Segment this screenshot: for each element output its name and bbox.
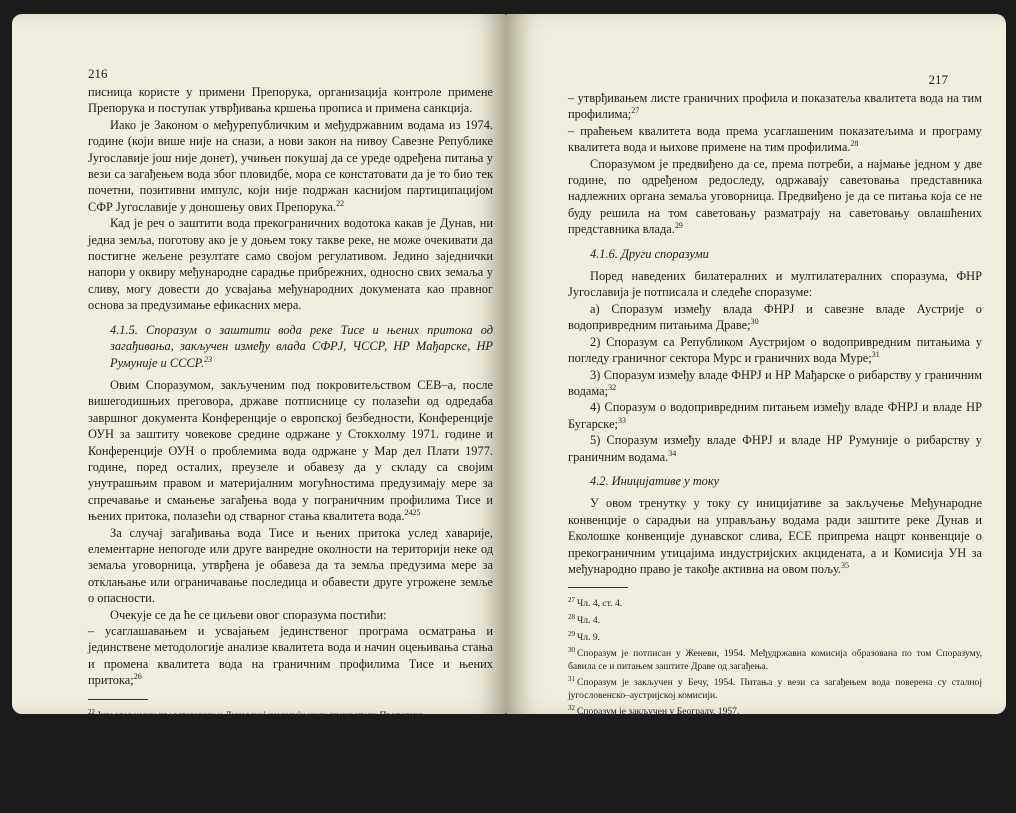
footnote-ref[interactable]: 26 — [133, 672, 142, 682]
section-heading: 4.1.5. Споразум о заштити вода реке Тисе и њених притока од загађивања, закључен између влада СФРЈ, ЧССР, НР Мађарске, НР Румуније и СССР.$^{23}$ — [110, 322, 493, 370]
page-body — [88, 84, 493, 813]
footnote-ref[interactable]: 29 — [674, 221, 683, 231]
list-item: 3) Споразум између владе ФНРЈ и НР Мађарске о рибарству у граничним водама;$^{32}$ — [568, 367, 982, 398]
paragraph: – усаглашавањем и усвајањем јединственог програма осматрања и јединствене методологије анализе квалитета вода и начин оцењивања стања и промена квалитета вода на граничним профилима Тисе и њених притока;$^{26}$ — [88, 624, 493, 688]
footnote-ref[interactable]: 22 — [336, 198, 345, 208]
footnotes — [568, 594, 982, 793]
footnote: $^{22}$ Југословенски представници у Дунавској комисији нису прихватили Препоруке. — [88, 707, 426, 721]
footnote: $^{30}$ Споразум је потписан у Женеви, 1954. Међудржавна комисија образована по том Споразуму, бавила се и питањем заштите Драве од загађења. — [568, 646, 982, 672]
footnote-ref[interactable]: 25 — [412, 508, 421, 518]
paragraph: Овим Споразумом, закљученим под покровитељством СЕВ–а, после вишегодишњих преговора, државе потписнице су полазећи од одредаба завршног документа Конференције о европској безбедности, Конференције ОУН за заштиту човекове средине одржане у Стокхолму 1971. године и Конференције ОУН о проблемима вода одржане у Мар дел Плати 1977. године, поред осталих, преузеле и обавезу да у складу са својим унутрашњим правом и материјалним могућностима предузимају мере за спречавање и смањење загађења вода у пограничним профилима Тисе и њених притока, полазећи од стварног стања квалитета вода.$^{2425}$ — [88, 377, 493, 524]
footnote-ref[interactable]: 30 — [750, 317, 759, 327]
section-heading: 4.2. Иницијативе у току — [590, 473, 720, 488]
paragraph: Споразумом је предвиђено да се, према потреби, а најмање једном у две године, по одређеном редоследу, одржавају саветовања представника надлежних органа земаља уговорница. Предвиђено је да се питања која се не буду решила на том саветовању разматрају на саветовању овлашћених представника влада.$^{29}$ — [568, 156, 982, 237]
footnote: $^{24}$ Чл. 2. ст.1. — [88, 765, 140, 779]
footnote-ref[interactable]: 24 — [404, 508, 413, 518]
list-item: а) Споразум између влада ФНРЈ и савезне владе Аустрије о водопривредним питањима Драве;$^{30}$ — [568, 301, 982, 333]
footnote: $^{23}$ Споразум је потписан у Сегедину, 28. маја 1986. Споразум је ратификован од стране СФРЈ после нешто више од три године од потписивања, али његова примена још увек није операционализована. — [88, 724, 493, 763]
footnote-ref[interactable]: 28 — [850, 139, 859, 149]
footnote: $^{27}$ Чл. 4, ст. 4. — [568, 596, 623, 610]
footnote: $^{34}$ Споразум је закључен у Темишвару 1961. — [568, 737, 748, 751]
list-item: 4) Споразум о водопривредним питањем између владе ФНРЈ и владе НР Бугарске;$^{33}$ — [568, 400, 982, 431]
paragraph: У овом тренутку у току су иницијативе за закључење Међународне конвенције о сарадњи на управљању водама ради заштите реке Дунав и Еколошке конвенције дунавског слива, ЕСЕ припрема нацрт конвенције о прекограничним утицајима индустријских акцидената, а и Комисија УН за међународно право је такође активна на овом пољу.$^{35}$ — [568, 496, 982, 576]
list-item: 2) Споразум са Републиком Аустријом о водопривредним питањима у погледу граничног сектора Мурс и граничних вода Муре;$^{31}$ — [568, 334, 982, 366]
footnote: $^{28}$ Чл. 4. — [568, 612, 601, 627]
footnote-divider — [568, 587, 628, 588]
footnote: $^{33}$ Споразум је закључен у Софији, 1958. — [568, 720, 734, 734]
footnote: $^{25}$ Чл. 4. ст.3. — [88, 782, 140, 796]
footnote: $^{29}$ Чл. 9. — [568, 629, 601, 643]
paragraph: Кад је реч о заштити вода прекограничних водотока какав је Дунав, ни једна земља, поготову ако је у доњем току такве реке, не може очекивати да постигне жељене резултате само својом регулативом. Једино заједнички напори у оквиру међународне сарадње прибрежних, односно свих земаља у сливу, могу довести до усвајања међународних докумената као правног основа за предузимање ефикасних мера. — [88, 216, 493, 313]
footnote: $^{32}$ Споразум је закључен у Београду, 1957. — [568, 704, 740, 718]
paragraph: – утврђивањем листе граничних профила и показатеља квалитета вода на тим профилима;$^{27}$ — [568, 91, 982, 122]
paragraph: Очекује се да ће се циљеви овог споразума постићи: — [110, 607, 387, 622]
section-heading: 4.1.6. Други споразуми — [590, 246, 709, 261]
page-number: 217 — [928, 72, 948, 87]
footnote-ref[interactable]: 32 — [608, 382, 617, 392]
footnote-ref[interactable]: 35 — [841, 560, 850, 570]
footnote: $^{31}$ Споразум је закључен у Бечу, 1954. Питања у вези са загађењем вода поверена су сталној југословенско–аустријској комисији. — [568, 675, 982, 701]
footnote-ref[interactable]: 23 — [204, 354, 213, 364]
footnote-ref[interactable]: 33 — [617, 415, 626, 425]
footnote: $^{26}$ Чл. 4. ст.3. — [88, 798, 140, 812]
footnote-ref[interactable]: 34 — [668, 448, 677, 458]
footnote-ref[interactable]: 27 — [631, 106, 640, 116]
page-number: 216 — [88, 66, 108, 81]
list-item: 5) Споразум између владе ФНРЈ и владе НР Румуније о рибарству у граничним водама.$^{34}$ — [568, 433, 982, 464]
footnote-divider — [88, 699, 148, 700]
footnote: $^{35}$ На 43. седници Комисије за међународно право (International Law Commission), одржаној у септембру 1991., привремено су прихваћени, након првог читања. DRAFT ARTICLES ON THE LAW OF THE NON–NAVIGATIONAL USES OF INTERNATIONAL — [568, 753, 982, 792]
footnote-ref[interactable]: 31 — [871, 349, 880, 359]
paragraph: – праћењем квалитета вода према усаглашеним показатељима и програму квалитета вода и њихове примене на тим профилима.$^{28}$ — [568, 123, 982, 155]
paragraph: Иако је Законом о међурепубличким и међудржавним водама из 1974. године (који више није на снази, а нови закон на нивоу Савезне Републике Југославије још није донет), учињен покушај да се уреде одређена питања у вези са загађењем вода због пловидбе, мора се констатовати да је то био тек почетни, позитивни импулс, који није подржан каснијом партиципацијом СФР Југославије у доношењу ових Препорука.$^{22}$ — [88, 117, 493, 214]
paragraph: Поред наведених билатералних и мултилатералних споразума, ФНР Југославија је потписала и следеће споразуме: — [568, 269, 982, 300]
right-page — [506, 14, 1006, 792]
left-page — [12, 14, 506, 812]
page-body — [568, 90, 982, 793]
paragraph: За случај загађивања вода Тисе и њених притока услед хаварије, елементарне непогоде или друге ванредне околности на територији неке од земаља уговорница, утврђена је обавеза да та земља предузима мере за отклањање или ограничавање последица и обавести друге угрожене земље о опасности. — [88, 525, 493, 606]
paragraph: писница користе у примени Препорука, организација контроле примене Препорука и поступак утврђивања кршења прописа и примена санкција. — [88, 85, 493, 116]
footnotes — [88, 706, 493, 813]
